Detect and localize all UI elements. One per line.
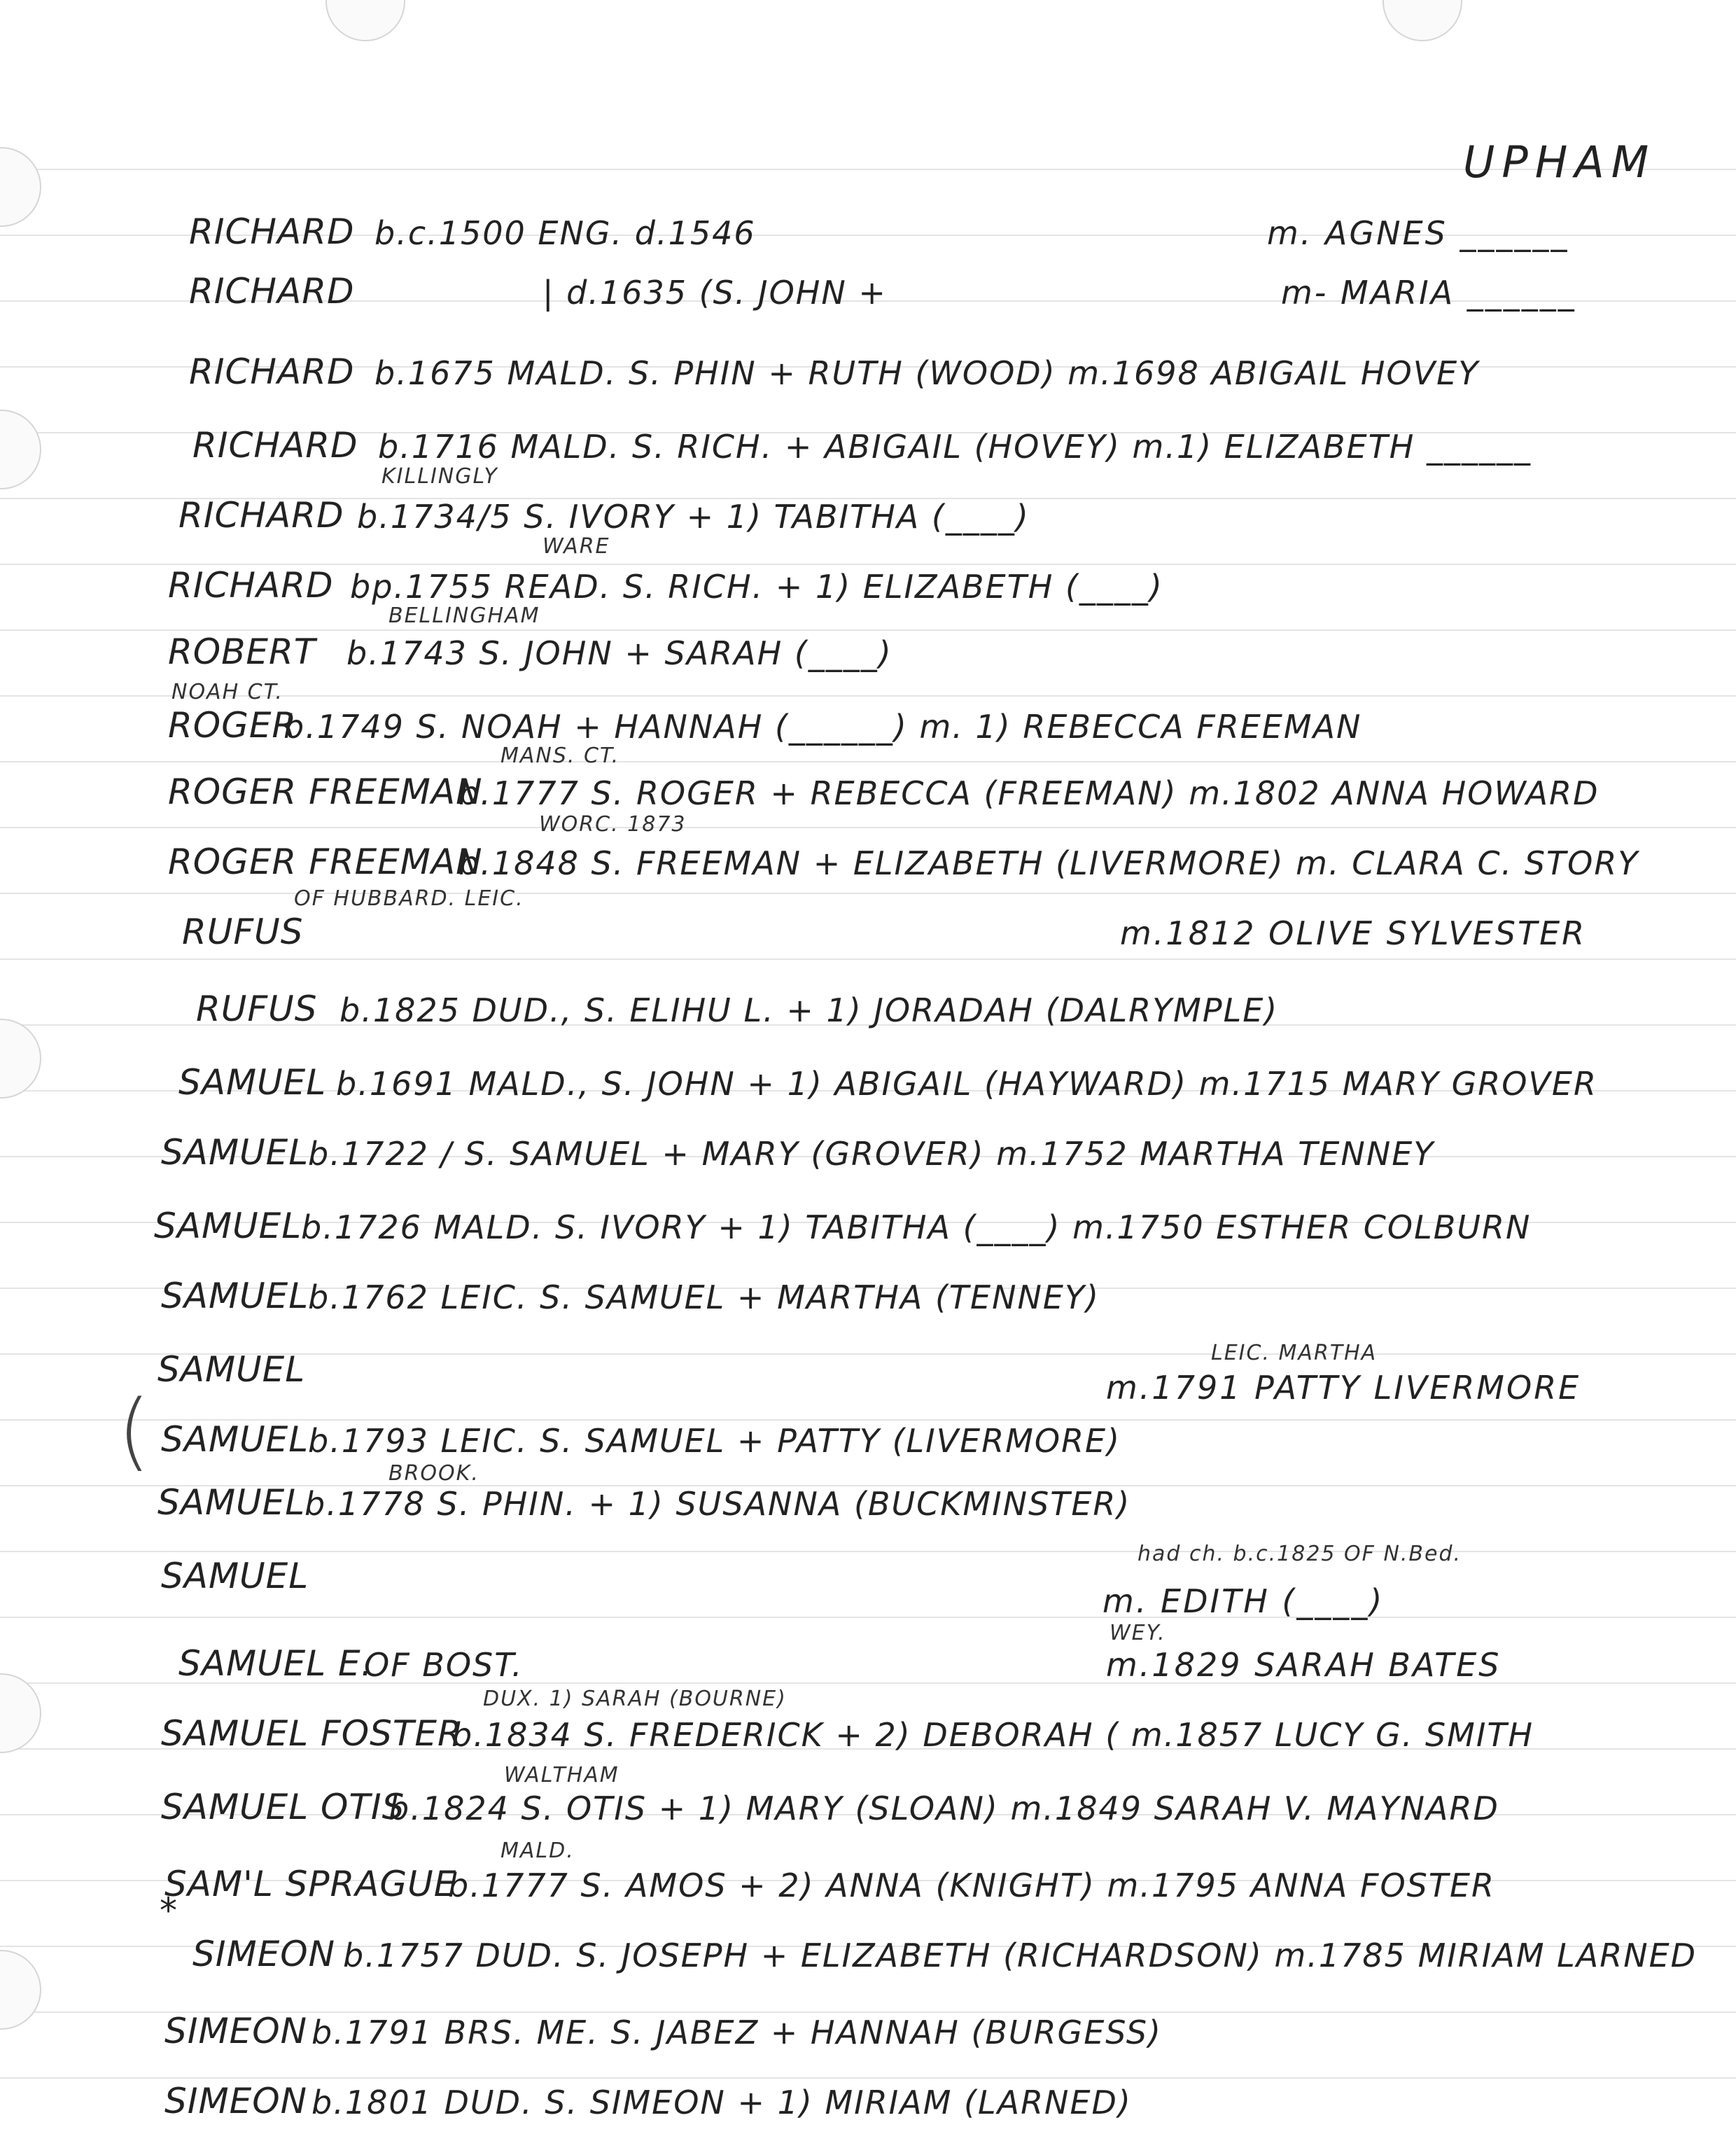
entry-marriage: m. AGNES ______ <box>1267 214 1569 252</box>
entry-name: RICHARD <box>178 495 344 536</box>
entry-name: SAMUEL <box>161 1132 309 1173</box>
entry-name: RICHARD <box>189 351 355 392</box>
entry-detail: b.c.1500 ENG. d.1546 <box>374 214 756 252</box>
entry-note: BELLINGHAM <box>388 604 540 628</box>
entry-name: RUFUS <box>196 989 318 1029</box>
entry-name: SAMUEL <box>161 1556 309 1596</box>
entry-detail: b.1791 BRS. ME. S. JABEZ + HANNAH (BURGESS) <box>312 2014 1162 2051</box>
entry-name: ROBERT <box>168 632 316 672</box>
entry-detail: b.1778 S. PHIN. + 1) SUSANNA (BUCKMINSTER) <box>304 1485 1131 1523</box>
entry-row <box>0 886 1736 952</box>
entry-name: SAMUEL <box>178 1062 327 1103</box>
punch-hole-lower <box>0 1673 41 1753</box>
entry-detail: b.1726 MALD. S. IVORY + 1) TABITHA (____) m.1750 ESTHER COLBURN <box>301 1208 1532 1246</box>
entry-detail: b.1834 S. FREDERICK + 2) DEBORAH ( m.1857 LUCY G. SMITH <box>451 1716 1534 1754</box>
entry-name: RICHARD <box>189 271 355 312</box>
punch-hole-corner-right <box>1382 0 1462 41</box>
entry-name: RUFUS <box>182 912 304 952</box>
punch-hole-upper <box>0 410 41 489</box>
entry-name: RICHARD <box>189 211 355 252</box>
entry-name: ROGER FREEMAN <box>168 842 483 882</box>
entry-name: SIMEON <box>164 2081 307 2121</box>
entry-detail: b.1801 DUD. S. SIMEON + 1) MIRIAM (LARNED) <box>312 2084 1132 2121</box>
entry-marriage: m- MARIA ______ <box>1281 274 1576 312</box>
entry-detail: b.1824 S. OTIS + 1) MARY (SLOAN) m.1849 SARAH V. MAYNARD <box>388 1790 1499 1827</box>
entry-detail: b.1793 LEIC. S. SAMUEL + PATTY (LIVERMORE) <box>308 1422 1121 1460</box>
entry-name: RICHARD <box>168 565 334 606</box>
entry-note: WARE <box>542 534 610 559</box>
entry-detail: b.1734/5 S. IVORY + 1) TABITHA (____) <box>357 498 1030 536</box>
entry-name: SAMUEL <box>161 1419 309 1460</box>
entry-name: SAMUEL E. <box>178 1643 373 1684</box>
entry-detail: OF BOST. <box>364 1646 524 1684</box>
entry-note: WORC. 1873 <box>539 812 687 837</box>
surname-heading: UPHAM <box>1463 137 1656 188</box>
entry-name: SAMUEL OTIS <box>161 1787 405 1827</box>
entry-row <box>0 989 1736 1029</box>
entry-row <box>0 1763 1736 1827</box>
entry-row <box>0 1276 1736 1316</box>
entry-row <box>0 351 1736 392</box>
entry-name: SIMEON <box>192 1934 335 1974</box>
entry-marriage: m.1829 SARAH BATES <box>1106 1646 1502 1684</box>
entry-detail: b.1777 S. ROGER + REBECCA (FREEMAN) m.1802 ANNA HOWARD <box>458 774 1600 812</box>
entry-row <box>0 211 1736 252</box>
entry-detail: | d.1635 (S. JOHN + <box>542 274 887 312</box>
bracket-icon: ( <box>118 1383 150 1480</box>
entry-detail: b.1716 MALD. S. RICH. + ABIGAIL (HOVEY) m.1) ELIZABETH ______ <box>378 428 1532 466</box>
entry-detail: b.1675 MALD. S. PHIN + RUTH (WOOD) m.1698 ABIGAIL HOVEY <box>374 354 1480 392</box>
entry-name: SAM'L SPRAGUE <box>164 1864 457 1904</box>
entry-name: SIMEON <box>164 2011 307 2051</box>
entry-marriage: m.1791 PATTY LIVERMORE <box>1106 1369 1581 1407</box>
entry-row <box>0 2081 1736 2121</box>
entry-name: ROGER FREEMAN <box>168 772 483 812</box>
entry-row <box>0 812 1736 882</box>
entry-name: SAMUEL <box>158 1482 306 1523</box>
entry-row <box>0 1687 1736 1754</box>
entry-row <box>0 604 1736 672</box>
entry-detail: b.1825 DUD., S. ELIHU L. + 1) JORADAH (DALRYMPLE) <box>340 991 1279 1029</box>
punch-hole-top <box>0 147 41 227</box>
entry-detail: b.1743 S. JOHN + SARAH (____) <box>346 634 892 672</box>
entry-row <box>0 2011 1736 2051</box>
entry-detail: b.1749 S. NOAH + HANNAH (______) m. 1) REBECCA FREEMAN <box>284 708 1362 746</box>
entry-note: MANS. CT. <box>500 744 620 768</box>
entry-detail: b.1757 DUD. S. JOSEPH + ELIZABETH (RICHARDSON) m.1785 MIRIAM LARNED <box>343 1937 1698 1974</box>
entry-name: ROGER <box>168 705 298 746</box>
entry-note: BROOK. <box>388 1461 479 1486</box>
entry-note: MALD. <box>500 1839 575 1863</box>
entry-name: RICHARD <box>192 425 358 466</box>
entry-name: SAMUEL <box>161 1276 309 1316</box>
entry-note: NOAH CT. <box>172 680 284 704</box>
entry-note: had ch. b.c.1825 OF N.Bed. <box>1138 1542 1462 1566</box>
entry-marriage: m. EDITH (____) <box>1102 1582 1385 1620</box>
entry-detail: b.1777 S. AMOS + 2) ANNA (KNIGHT) m.1795 ANNA FOSTER <box>448 1867 1495 1904</box>
entry-name: SAMUEL FOSTER <box>161 1713 463 1754</box>
entry-detail: b.1848 S. FREEMAN + ELIZABETH (LIVERMORE) m. CLARA C. STORY <box>458 844 1639 882</box>
entry-note: KILLINGLY <box>382 464 498 489</box>
entry-row <box>0 1542 1736 1620</box>
entry-row <box>0 1934 1736 1974</box>
entry-detail: bp.1755 READ. S. RICH. + 1) ELIZABETH (____) <box>350 568 1163 606</box>
entry-row <box>0 1621 1736 1684</box>
entry-detail: b.1762 LEIC. S. SAMUEL + MARTHA (TENNEY) <box>308 1278 1100 1316</box>
punch-hole-middle <box>0 1019 41 1099</box>
entry-note: WEY. <box>1110 1621 1166 1645</box>
punch-hole-corner-top <box>326 0 405 41</box>
entry-marriage: m.1812 OLIVE SYLVESTER <box>1120 914 1587 952</box>
entry-note: WALTHAM <box>504 1763 620 1787</box>
entry-row <box>0 1839 1736 1904</box>
entry-note: OF HUBBARD. LEIC. <box>294 886 524 911</box>
entry-note: DUX. 1) SARAH (BOURNE) <box>483 1687 787 1711</box>
entry-detail: b.1691 MALD., S. JOHN + 1) ABIGAIL (HAYWARD) m.1715 MARY GROVER <box>336 1065 1597 1103</box>
entry-name: SAMUEL <box>154 1206 302 1246</box>
entry-row <box>0 1206 1736 1246</box>
entry-name: SAMUEL <box>158 1349 306 1390</box>
entry-note: LEIC. MARTHA <box>1211 1341 1378 1365</box>
entry-row <box>0 744 1736 812</box>
punch-hole-bottom <box>0 1950 41 2030</box>
asterisk-mark-icon: * <box>160 1890 177 1931</box>
entry-detail: b.1722 / S. SAMUEL + MARY (GROVER) m.1752 MARTHA TENNEY <box>308 1135 1435 1173</box>
